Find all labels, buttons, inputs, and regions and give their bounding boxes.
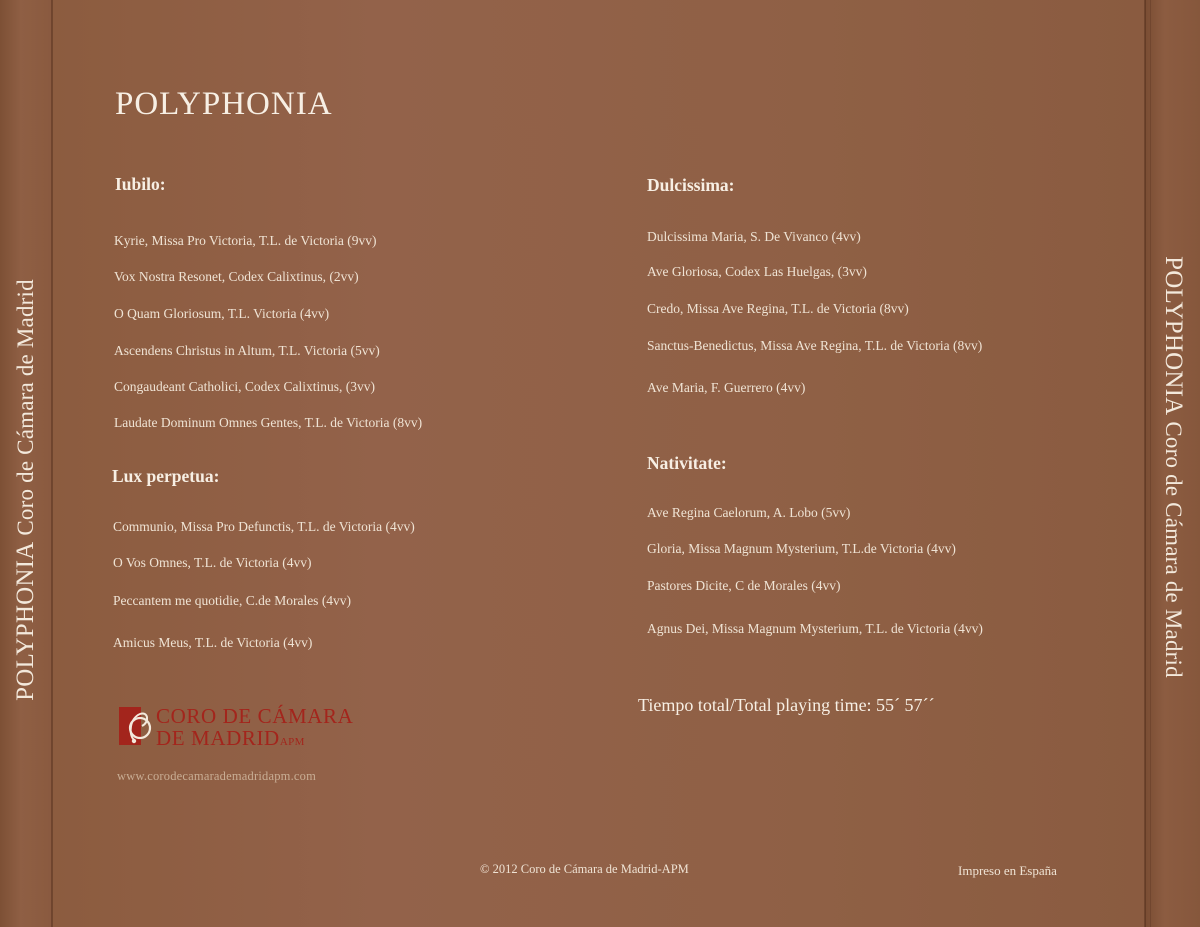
treble-clef-logo-icon: [118, 706, 158, 746]
track-item: Agnus Dei, Missa Magnum Mysterium, T.L. de Victoria (4vv): [647, 621, 983, 636]
track-item: O Vos Omnes, T.L. de Victoria (4vv): [113, 555, 312, 570]
right-spine: [1145, 0, 1200, 927]
track-item: Laudate Dominum Omnes Gentes, T.L. de Victoria (8vv): [114, 415, 423, 430]
left-spine: [0, 0, 52, 927]
track-item: Dulcissima Maria, S. De Vivanco (4vv): [647, 229, 861, 244]
track-item: Amicus Meus, T.L. de Victoria (4vv): [113, 635, 313, 650]
section-heading-lux-perpetua: Lux perpetua:: [112, 466, 220, 486]
logo-text-apm: APM: [279, 736, 305, 748]
track-item: Ave Gloriosa, Codex Las Huelgas, (3vv): [647, 264, 867, 279]
right-spine-title: POLYPHONIA: [1160, 256, 1187, 416]
right-spine-text: [1159, 256, 1187, 678]
section-heading-dulcissima: Dulcissima:: [647, 175, 735, 195]
logo-text-line2: [156, 726, 305, 751]
album-title: POLYPHONIA: [115, 86, 333, 122]
logo-text-line2-main: DE MADRID: [156, 726, 280, 750]
track-item: Peccantem me quotidie, C.de Morales (4vv): [113, 593, 352, 608]
track-item: Communio, Missa Pro Defunctis, T.L. de Victoria (4vv): [113, 519, 415, 534]
track-item: Ave Maria, F. Guerrero (4vv): [647, 380, 806, 395]
track-item: Credo, Missa Ave Regina, T.L. de Victoria (8vv): [647, 301, 909, 316]
section-heading-iubilo: Iubilo:: [115, 174, 166, 194]
track-item: Kyrie, Missa Pro Victoria, T.L. de Victoria (9vv): [114, 233, 377, 248]
track-item: Sanctus-Benedictus, Missa Ave Regina, T.L. de Victoria (8vv): [647, 338, 983, 353]
right-fold-line-inner: [1150, 0, 1151, 927]
choir-logo: [118, 706, 408, 752]
left-spine-title: POLYPHONIA: [12, 541, 39, 701]
right-fold-line: [1144, 0, 1146, 927]
total-playing-time: Tiempo total/Total playing time: 55´ 57´´: [638, 695, 935, 715]
copyright-notice: © 2012 Coro de Cámara de Madrid-APM: [480, 862, 689, 876]
track-item: Gloria, Missa Magnum Mysterium, T.L.de Victoria (4vv): [647, 541, 956, 556]
back-cover-panel: [52, 0, 1145, 927]
track-item: Vox Nostra Resonet, Codex Calixtinus, (2vv): [114, 269, 359, 284]
track-item: Ascendens Christus in Altum, T.L. Victoria (5vv): [114, 343, 380, 358]
left-spine-text: [12, 279, 40, 701]
track-item: O Quam Gloriosum, T.L. Victoria (4vv): [114, 306, 330, 321]
track-item: Pastores Dicite, C de Morales (4vv): [647, 578, 841, 593]
track-item: Ave Regina Caelorum, A. Lobo (5vv): [647, 505, 851, 520]
track-item: Congaudeant Catholici, Codex Calixtinus, (3vv): [114, 379, 375, 394]
logo-text-line1: CORO DE CÁMARA: [156, 704, 354, 728]
left-fold-line: [51, 0, 53, 927]
right-spine-subtitle: Coro de Cámara de Madrid: [1161, 421, 1186, 678]
left-spine-subtitle: Coro de Cámara de Madrid: [13, 279, 38, 536]
website-url: www.corodecamarademadridapm.com: [117, 769, 317, 783]
printed-in-spain: Impreso en España: [958, 863, 1057, 878]
section-heading-nativitate: Nativitate:: [647, 453, 727, 473]
